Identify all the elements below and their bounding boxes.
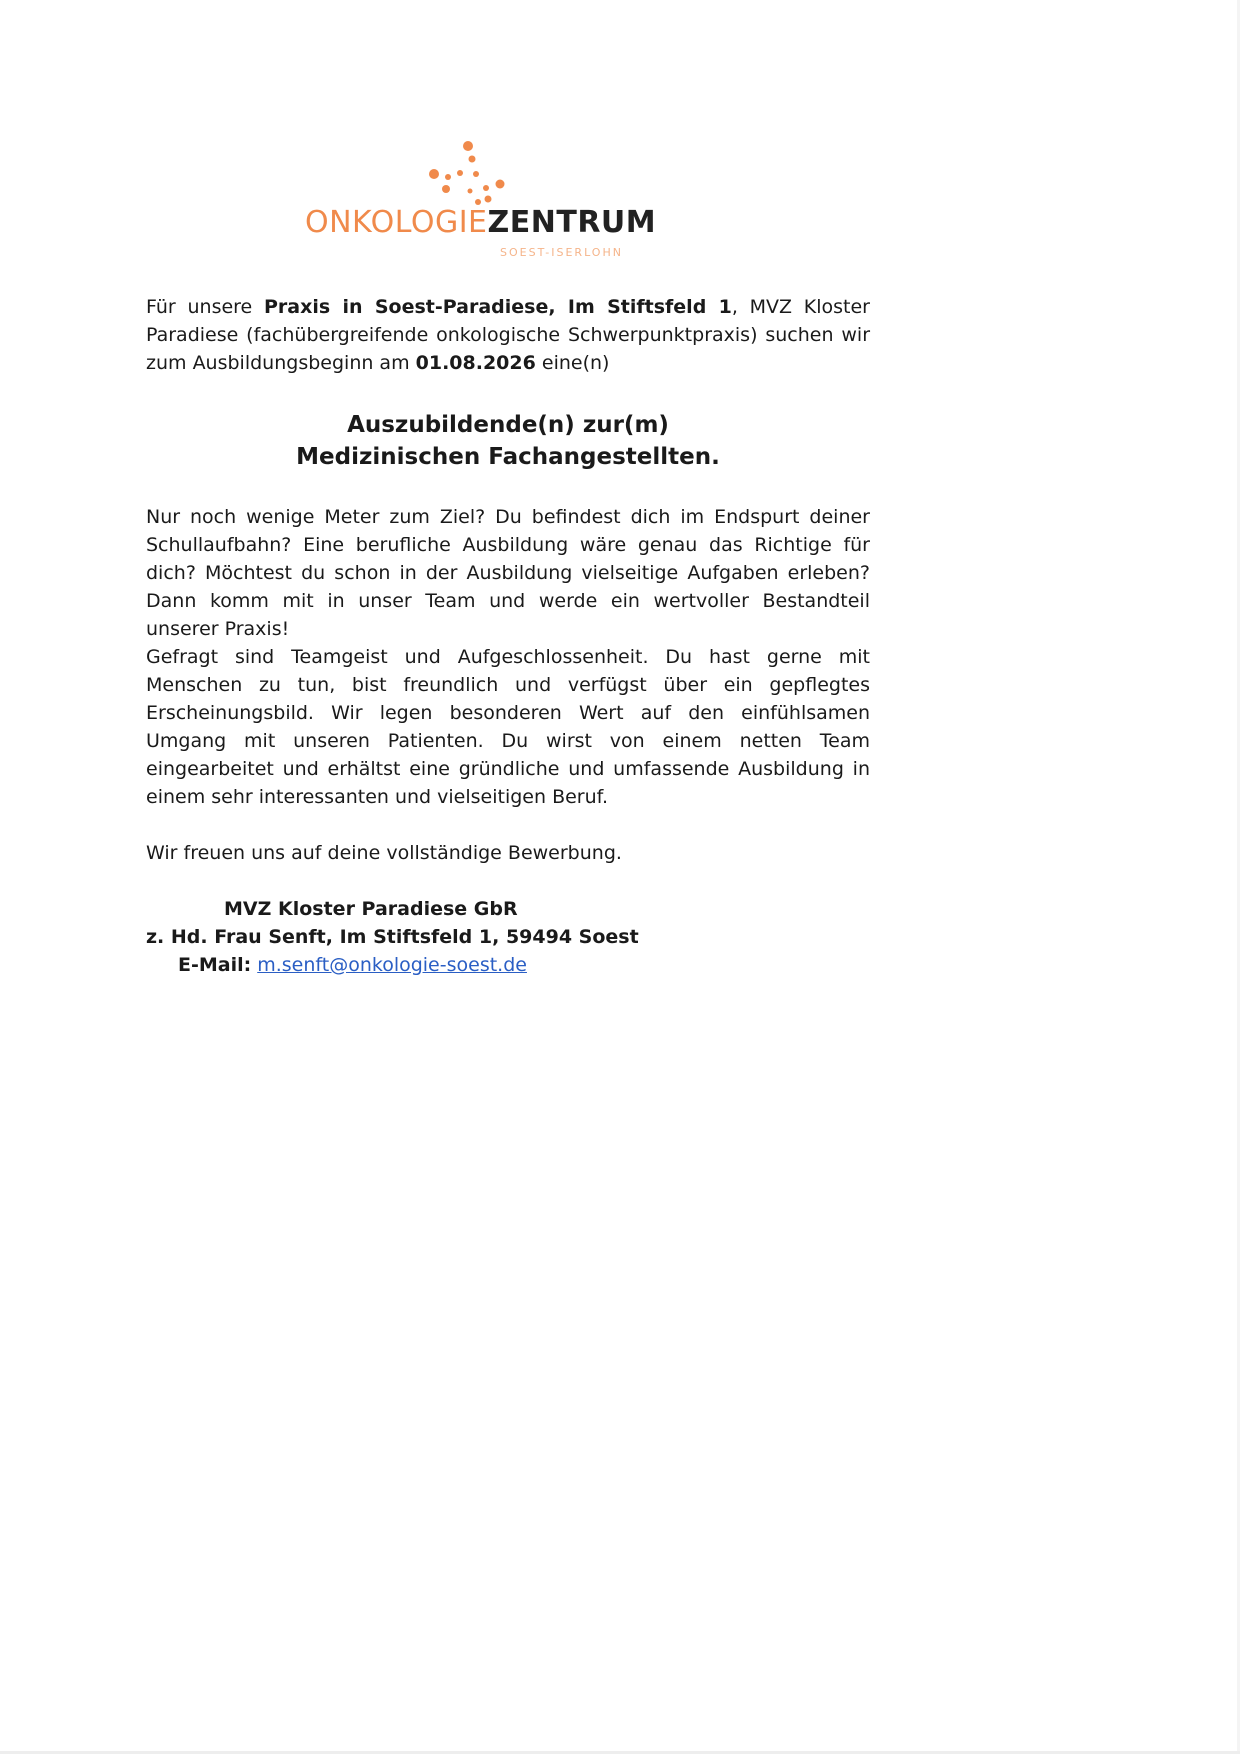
company-logo: [300, 140, 660, 265]
intro-text-1: Für unsere: [146, 296, 264, 318]
job-title-line2: Medizinischen Fachangestellten.: [296, 444, 720, 470]
logo-dots-icon: [420, 140, 520, 215]
contact-company: MVZ Kloster Paradiese GbR: [224, 898, 518, 920]
intro-bold-location: Praxis in Soest-Paradiese, Im Stiftsfeld 1: [263, 296, 732, 318]
closing-line: Wir freuen uns auf deine vollständige Bewerbung.: [146, 842, 622, 864]
logo-subtitle: SOEST-ISERLOHN: [500, 246, 623, 259]
logo-wordmark: [305, 205, 657, 240]
description-paragraph-1: Nur noch wenige Meter zum Ziel? Du befindest dich im Endspurt deiner Schullaufbahn? Eine berufliche Ausbildung wäre genau das Richtige für dich? Möchtest du schon in der Ausbildung vielseitige Aufgaben erleben? Dann komm mit in unser Team und werde ein wertvoller Bestandteil unserer Praxis!: [146, 506, 870, 640]
logo-word-part2: ZENTRUM: [487, 205, 657, 240]
intro-bold-date: 01.08.2026: [415, 352, 536, 374]
intro-paragraph: [146, 293, 870, 377]
job-title-heading: [146, 409, 870, 473]
email-link[interactable]: m.senft@onkologie-soest.de: [257, 954, 527, 976]
contact-block: [146, 895, 746, 979]
intro-text-2: , MVZ Kloster Paradiese (fachübergreifende onkologische Schwerpunktpraxis) suchen wir zum Ausbildungsbeginn am: [146, 296, 870, 374]
contact-email-line: [146, 951, 746, 979]
job-title-line1: Auszubildende(n) zur(m): [347, 412, 669, 438]
logo-word-part1: ONKOLOGIE: [305, 205, 488, 240]
intro-text-3: eine(n): [535, 352, 610, 374]
contact-address: z. Hd. Frau Senft, Im Stiftsfeld 1, 59494 Soest: [146, 926, 639, 948]
description-paragraph-2: Gefragt sind Teamgeist und Aufgeschlossenheit. Du hast gerne mit Menschen zu tun, bist freundlich und verfügst über ein gepflegtes Erscheinungsbild. Wir legen besonderen Wert auf den einfühlsamen Umgang mit unseren Patienten. Du wirst von einem netten Team eingearbeitet und erhältst eine gründliche und umfassende Ausbildung in einem sehr interessanten und vielseitigen Beruf.: [146, 646, 870, 808]
email-label: E-Mail:: [178, 954, 252, 976]
